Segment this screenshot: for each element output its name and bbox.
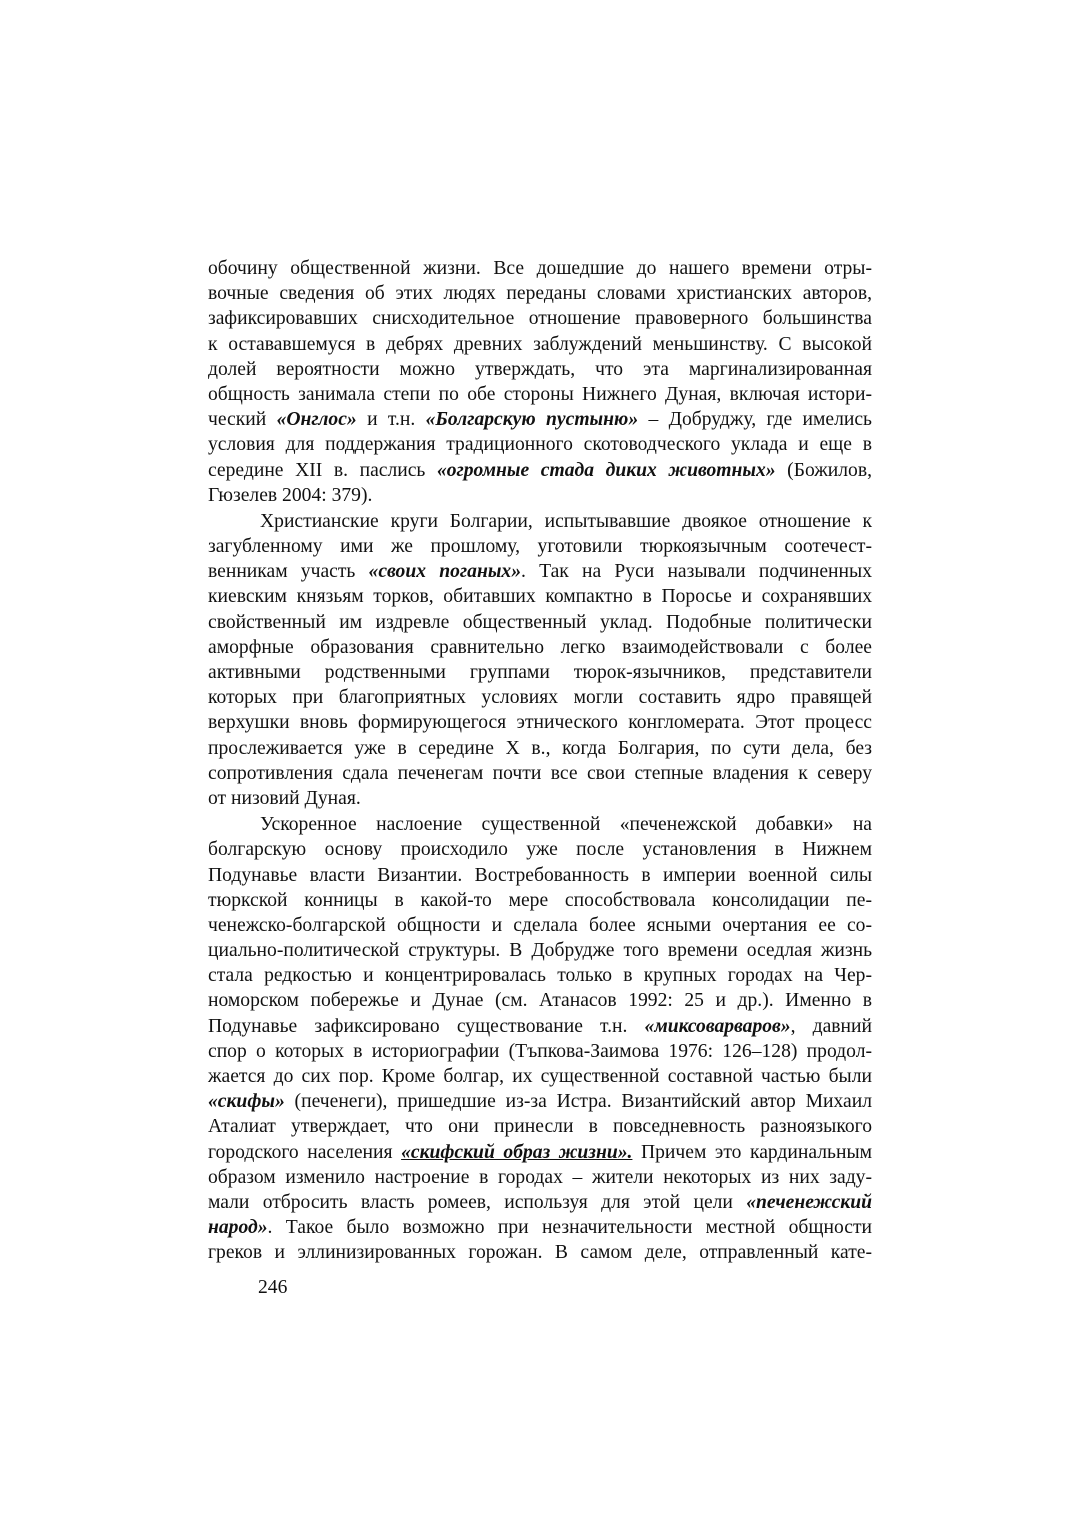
text-line: болгарскую основу происходило уже после установления в Нижнем xyxy=(208,839,872,861)
text-line: тюркской конницы в какой-то мере способствовала консолидации пе- xyxy=(208,889,872,911)
text-line: которых при благоприятных условиях могли составить ядро правящей xyxy=(208,687,872,709)
text-line: городского населения «скифский образ жизни». Причем это кардинальным xyxy=(208,1141,873,1163)
text-line: жается до сих пор. Кроме болгар, их существенной составной частью были xyxy=(208,1066,872,1087)
text-line: греков и эллинизированных горожан. В самом деле, отправленный кате- xyxy=(208,1242,872,1264)
text-line: Ускоренное наслоение существенной «печенежской добавки» на xyxy=(260,814,872,836)
page-number: 246 xyxy=(258,1277,288,1298)
text-line: Христианские круги Болгарии, испытывавшие двоякое отношение к xyxy=(260,510,872,532)
text-line: венникам участь «своих поганых». Так на Руси называли подчиненных xyxy=(208,561,872,583)
text-line: киевским князьям торков, обитавших компактно в Поросье и сохранявших xyxy=(208,586,872,608)
text-line: к остававшемуся в дебрях древних заблуждений меньшинству. С высокой xyxy=(208,333,872,355)
text-line: мали отбросить власть ромеев, используя для этой цели «печенежский xyxy=(208,1191,872,1213)
text-line: общность занимала степи по обе стороны Нижнего Дуная, включая истори- xyxy=(208,383,872,405)
emphasis: «скифы» xyxy=(208,1091,285,1113)
text-line: активными родственными группами тюрок-язычников, представители xyxy=(208,662,872,683)
body-text xyxy=(208,256,872,1266)
text-line: аморфные образования сравнительно легко взаимодействовали с более xyxy=(208,636,872,658)
emphasis: «Болгарскую пустыню» xyxy=(425,409,639,431)
text-line: верхушки вновь формирующегося этнического конгломерата. Этот процесс xyxy=(208,712,872,734)
emphasis: «Онглос» xyxy=(276,409,357,431)
emphasis: «огромные стада диких животных» xyxy=(436,459,776,481)
text-line: «скифы» (печенеги), пришедшие из-за Истра. Византийский автор Михаил xyxy=(208,1091,872,1113)
emphasis: «печенежский xyxy=(746,1191,872,1213)
text-line: вочные сведения об этих людях переданы словами христианских авторов, xyxy=(208,283,872,305)
text-line: середине XII в. паслись «огромные стада диких животных» (Божилов, xyxy=(208,459,873,481)
text-line: свойственный им издревле общественный уклад. Подобные политически xyxy=(208,611,872,633)
emphasis: народ» xyxy=(208,1217,268,1239)
emphasis: «миксоварваров» xyxy=(644,1015,791,1037)
text-line: ченежско-болгарской общности и сделала более ясными очертания ее со- xyxy=(208,914,872,936)
text-line: ческий «Онглос» и т.н. «Болгарскую пустыню» – Добруджу, где имелись xyxy=(208,409,872,431)
text-line: условия для поддержания традиционного скотоводческого уклада и еще в xyxy=(208,434,872,456)
text-line: спор о которых в историографии (Тъпкова-Заимова 1976: 126–128) продол- xyxy=(208,1040,872,1062)
text-line: сопротивления сдала печенегам почти все свои степные владения к северу xyxy=(208,762,872,784)
text-line: Гюзелев 2004: 379). xyxy=(208,484,373,506)
text-line: долей вероятности можно утверждать, что эта маргинализированная xyxy=(208,358,872,380)
emphasis-underlined: «скифский образ жизни». xyxy=(401,1141,633,1163)
text-line: от низовий Дуная. xyxy=(208,787,361,809)
text-line: циально-политической структуры. В Добрудже того времени оседлая жизнь xyxy=(208,940,872,962)
text-line: загубленному ими же прошлому, уготовили тюркоязычным соотечест- xyxy=(208,536,872,558)
text-line: образом изменило настроение в городах – жители некоторых из них заду- xyxy=(208,1166,872,1188)
emphasis: «своих поганых» xyxy=(368,561,522,583)
text-line: стала редкостью и концентрировалась только в крупных городах на Чер- xyxy=(208,965,872,987)
text-line: Аталиат утверждает, что они принесли в повседневность разноязыкого xyxy=(208,1116,872,1138)
text-line: прослеживается уже в середине X в., когда Болгария, по сути дела, без xyxy=(208,737,872,759)
text-line: народ». Такое было возможно при незначительности местной общности xyxy=(208,1217,872,1239)
text-line: зафиксировавших снисходительное отношение правоверного большинства xyxy=(208,308,872,330)
text-line: обочину общественной жизни. Все дошедшие до нашего времени отры- xyxy=(208,258,872,279)
text-line: номорском побережье и Дунае (см. Атанасов 1992: 25 и др.). Именно в xyxy=(208,990,872,1012)
text-line: Подунавье зафиксировано существование т.н. «миксоварваров», давний xyxy=(208,1015,873,1037)
text-line: Подунавье власти Византии. Востребованность в империи военной силы xyxy=(208,864,872,886)
